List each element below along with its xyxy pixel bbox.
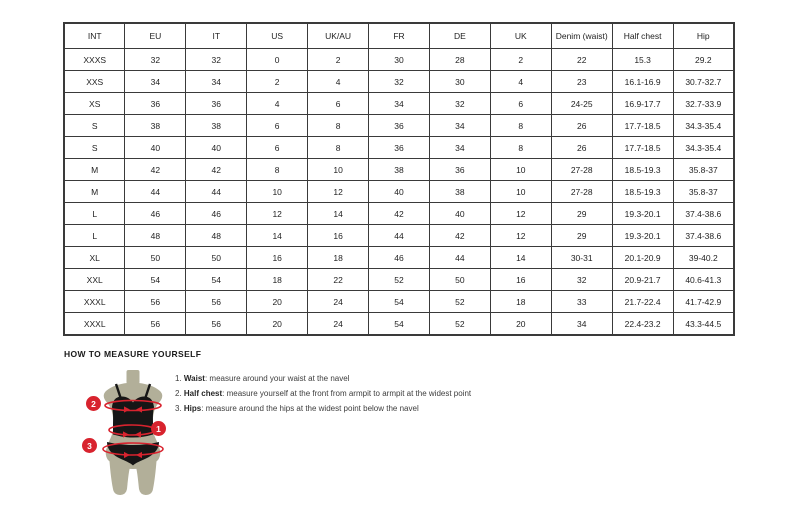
size-cell: 48 (125, 225, 186, 247)
size-cell: 8 (308, 137, 369, 159)
size-cell: 4 (308, 71, 369, 93)
size-cell: 36 (369, 137, 430, 159)
measure-step (175, 371, 471, 386)
size-cell: M (64, 159, 125, 181)
size-cell: 35.8-37 (673, 159, 734, 181)
size-cell: 52 (429, 291, 490, 313)
size-cell: 38 (186, 115, 247, 137)
column-header: INT (64, 23, 125, 49)
column-header: US (247, 23, 308, 49)
column-header: IT (186, 23, 247, 49)
table-row (64, 93, 734, 115)
size-cell: XXXS (64, 49, 125, 71)
table-row (64, 225, 734, 247)
column-header: DE (429, 23, 490, 49)
size-cell: 34 (186, 71, 247, 93)
size-cell: 44 (125, 181, 186, 203)
size-cell: 34 (369, 93, 430, 115)
size-cell: 41.7-42.9 (673, 291, 734, 313)
mannequin-neck (127, 370, 140, 384)
size-cell: 50 (429, 269, 490, 291)
size-cell: 34.3-35.4 (673, 115, 734, 137)
size-cell: 38 (429, 181, 490, 203)
column-header: Hip (673, 23, 734, 49)
table-row (64, 71, 734, 93)
table-row (64, 291, 734, 313)
size-cell: 42 (369, 203, 430, 225)
size-cell: 30.7-32.7 (673, 71, 734, 93)
size-cell: 56 (186, 291, 247, 313)
size-cell: 20 (247, 291, 308, 313)
size-cell: 54 (125, 269, 186, 291)
size-cell: S (64, 137, 125, 159)
size-cell: 29.2 (673, 49, 734, 71)
column-header: EU (125, 23, 186, 49)
step-label: Hips (183, 404, 202, 413)
size-cell: 43.3-44.5 (673, 313, 734, 336)
size-cell: 16.9-17.7 (612, 93, 673, 115)
size-cell: 52 (369, 269, 430, 291)
size-cell: 22 (308, 269, 369, 291)
size-cell: 40 (429, 203, 490, 225)
size-cell: 10 (490, 159, 551, 181)
size-cell: 24 (308, 291, 369, 313)
size-cell: 20.1-20.9 (612, 247, 673, 269)
size-cell: 32 (551, 269, 612, 291)
size-cell: 42 (429, 225, 490, 247)
size-cell: 2 (308, 49, 369, 71)
size-cell: 18 (490, 291, 551, 313)
size-cell: 6 (490, 93, 551, 115)
table-row (64, 115, 734, 137)
table-row (64, 247, 734, 269)
mannequin-illustration (78, 368, 188, 503)
size-cell: 36 (125, 93, 186, 115)
size-cell: 56 (186, 313, 247, 336)
size-cell: 18.5-19.3 (612, 181, 673, 203)
size-cell: 20 (490, 313, 551, 336)
size-cell: 18 (308, 247, 369, 269)
measure-step (175, 386, 471, 401)
size-cell: 40 (369, 181, 430, 203)
size-cell: 17.7-18.5 (612, 115, 673, 137)
column-header: UK/AU (308, 23, 369, 49)
size-cell: 6 (247, 115, 308, 137)
size-cell: 2 (490, 49, 551, 71)
size-cell: 50 (125, 247, 186, 269)
size-cell: 30 (429, 71, 490, 93)
size-cell: 18.5-19.3 (612, 159, 673, 181)
size-cell: 29 (551, 225, 612, 247)
size-cell: 22 (551, 49, 612, 71)
size-cell: 32 (186, 49, 247, 71)
size-cell: L (64, 225, 125, 247)
size-cell: 10 (247, 181, 308, 203)
size-cell: XXS (64, 71, 125, 93)
size-cell: 27-28 (551, 181, 612, 203)
size-chart-header (64, 23, 734, 49)
column-header: Denim (waist) (551, 23, 612, 49)
size-cell: 6 (247, 137, 308, 159)
size-cell: 44 (369, 225, 430, 247)
step-number: 2. (175, 389, 184, 398)
step-number: 1. (175, 374, 184, 383)
size-cell: 39-40.2 (673, 247, 734, 269)
size-cell: 24 (308, 313, 369, 336)
size-cell: 37.4-38.6 (673, 203, 734, 225)
size-cell: 16 (308, 225, 369, 247)
size-cell: 54 (369, 313, 430, 336)
step-number: 3. (175, 404, 184, 413)
size-cell: 44 (429, 247, 490, 269)
step-text: : measure around your waist at the navel (204, 374, 350, 383)
size-cell: 4 (247, 93, 308, 115)
size-cell: 46 (186, 203, 247, 225)
size-cell: 24-25 (551, 93, 612, 115)
size-cell: 40.6-41.3 (673, 269, 734, 291)
size-cell: 32 (429, 93, 490, 115)
table-row (64, 181, 734, 203)
size-cell: 32.7-33.9 (673, 93, 734, 115)
table-row (64, 269, 734, 291)
size-cell: 10 (308, 159, 369, 181)
size-cell: 26 (551, 137, 612, 159)
size-cell: 12 (490, 225, 551, 247)
step-label: Half chest (183, 389, 223, 398)
size-cell: 28 (429, 49, 490, 71)
size-cell: XXXL (64, 313, 125, 336)
size-cell: 26 (551, 115, 612, 137)
column-header: Half chest (612, 23, 673, 49)
size-cell: 14 (308, 203, 369, 225)
size-cell: 14 (247, 225, 308, 247)
size-cell: 8 (308, 115, 369, 137)
size-cell: M (64, 181, 125, 203)
table-row (64, 203, 734, 225)
size-cell: 34 (125, 71, 186, 93)
measure-steps-list (175, 371, 471, 416)
size-cell: 52 (429, 313, 490, 336)
size-cell: 8 (490, 115, 551, 137)
step-label: Waist (183, 374, 205, 383)
size-cell: 17.7-18.5 (612, 137, 673, 159)
size-cell: 22.4-23.2 (612, 313, 673, 336)
size-cell: 20.9-21.7 (612, 269, 673, 291)
measure-badge-hips: 3 (82, 438, 97, 453)
size-cell: 56 (125, 313, 186, 336)
table-row (64, 159, 734, 181)
swimsuit-top (112, 397, 154, 438)
size-cell: 36 (429, 159, 490, 181)
table-row (64, 49, 734, 71)
size-cell: 2 (247, 71, 308, 93)
table-row (64, 137, 734, 159)
size-cell: XXXL (64, 291, 125, 313)
size-cell: 12 (308, 181, 369, 203)
column-header: UK (490, 23, 551, 49)
step-text: : measure around the hips at the widest point below the navel (201, 404, 419, 413)
size-cell: 8 (247, 159, 308, 181)
size-cell: 14 (490, 247, 551, 269)
size-cell: 50 (186, 247, 247, 269)
size-cell: 38 (369, 159, 430, 181)
size-cell: 19.3-20.1 (612, 225, 673, 247)
size-cell: 16 (490, 269, 551, 291)
size-cell: 48 (186, 225, 247, 247)
size-chart-table (63, 22, 735, 336)
size-cell: 46 (369, 247, 430, 269)
size-cell: 27-28 (551, 159, 612, 181)
size-cell: 34 (429, 115, 490, 137)
size-cell: 34 (429, 137, 490, 159)
step-text: : measure yourself at the front from armpit to armpit at the widest point (222, 389, 472, 398)
size-cell: 19.3-20.1 (612, 203, 673, 225)
size-cell: 12 (247, 203, 308, 225)
size-cell: 54 (369, 291, 430, 313)
size-cell: 36 (369, 115, 430, 137)
size-cell: 4 (490, 71, 551, 93)
size-cell: 40 (125, 137, 186, 159)
size-cell: 20 (247, 313, 308, 336)
size-cell: 37.4-38.6 (673, 225, 734, 247)
size-cell: 54 (186, 269, 247, 291)
size-cell: 15.3 (612, 49, 673, 71)
size-cell: XS (64, 93, 125, 115)
size-cell: 38 (125, 115, 186, 137)
size-cell: 23 (551, 71, 612, 93)
size-cell: 35.8-37 (673, 181, 734, 203)
size-cell: 10 (490, 181, 551, 203)
size-cell: 16.1-16.9 (612, 71, 673, 93)
size-cell: 44 (186, 181, 247, 203)
measure-section-title: HOW TO MEASURE YOURSELF (64, 349, 202, 359)
size-cell: 8 (490, 137, 551, 159)
size-cell: 34 (551, 313, 612, 336)
size-cell: 29 (551, 203, 612, 225)
size-cell: 46 (125, 203, 186, 225)
size-cell: 42 (125, 159, 186, 181)
size-cell: 56 (125, 291, 186, 313)
measure-badge-waist: 1 (151, 421, 166, 436)
mannequin-svg (78, 368, 188, 503)
size-cell: 21.7-22.4 (612, 291, 673, 313)
size-cell: 32 (125, 49, 186, 71)
size-cell: 42 (186, 159, 247, 181)
size-cell: 6 (308, 93, 369, 115)
size-cell: 12 (490, 203, 551, 225)
size-chart-body (64, 49, 734, 336)
table-row (64, 313, 734, 336)
size-cell: 36 (186, 93, 247, 115)
size-cell: 30-31 (551, 247, 612, 269)
size-cell: 33 (551, 291, 612, 313)
size-cell: L (64, 203, 125, 225)
size-cell: 30 (369, 49, 430, 71)
size-cell: 18 (247, 269, 308, 291)
size-cell: 0 (247, 49, 308, 71)
measure-badge-chest: 2 (86, 396, 101, 411)
size-cell: XL (64, 247, 125, 269)
measure-step (175, 401, 471, 416)
size-cell: S (64, 115, 125, 137)
header-row (64, 23, 734, 49)
size-cell: 16 (247, 247, 308, 269)
column-header: FR (369, 23, 430, 49)
size-cell: 40 (186, 137, 247, 159)
size-cell: XXL (64, 269, 125, 291)
size-cell: 32 (369, 71, 430, 93)
size-cell: 34.3-35.4 (673, 137, 734, 159)
